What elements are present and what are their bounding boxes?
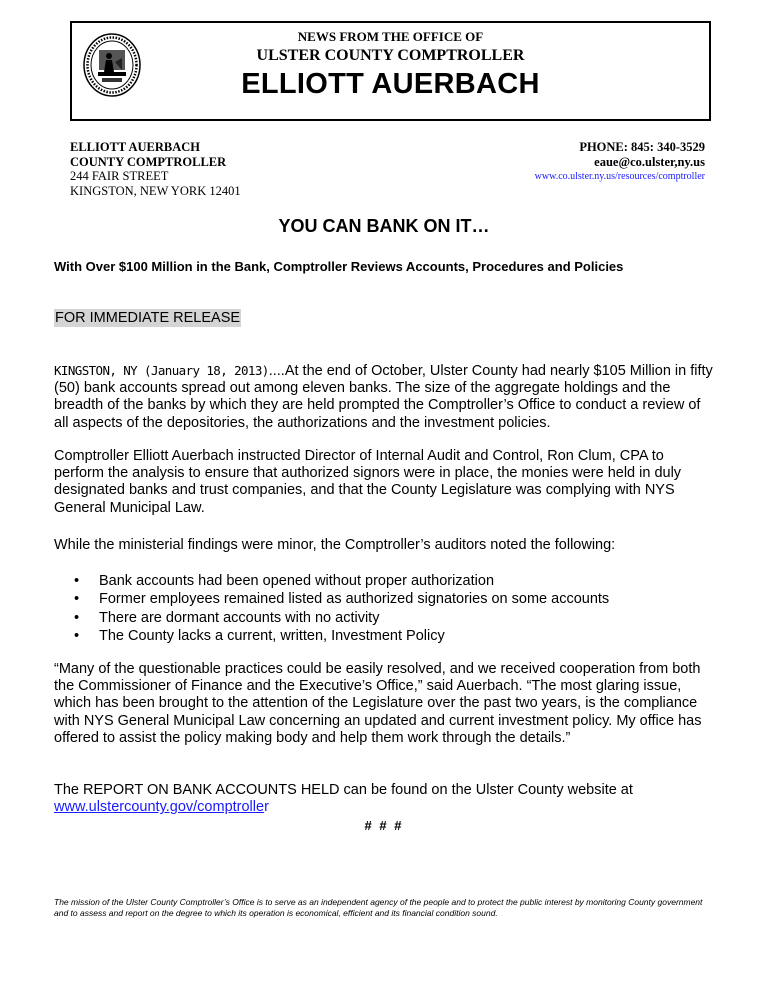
report-text: The REPORT ON BANK ACCOUNTS HELD can be found on the Ulster County website at	[54, 782, 633, 798]
contact-email[interactable]: eaue@co.ulster,ny.us	[594, 154, 705, 169]
mission-statement: The mission of the Ulster County Comptroller’s Office is to serve as an independent agency of the people and to protect the public interest by monitoring County government and to assess and report on the degree to which its operation is economical, efficient and its financial condition sound.	[54, 897, 703, 918]
contact-title: COUNTY COMPTROLLER	[70, 154, 227, 169]
contact-street: 244 FAIR STREET	[70, 169, 169, 183]
paragraph-quote: “Many of the questionable practices could be easily resolved, and we received cooperation from both the Commissioner of Finance and the Executive’s Office,” said Auerbach. “The most glaring issue, which has been brought to the attention of the Legislature over the past two years, is the compliance with NYS General Municipal Law concerning an updated and current investment policy. My office has offered to assist the policy making body and help them work through the details.”	[54, 661, 702, 746]
list-item: • There are dormant accounts with no activity	[74, 609, 380, 626]
header-comptroller-name: ELLIOTT AUERBACH	[241, 68, 540, 100]
dateline: KINGSTON, NY (January 18, 2013)	[54, 363, 269, 378]
bullet-icon: •	[74, 609, 80, 626]
contact-website-link[interactable]: www.co.ulster.ny.us/resources/comptroller	[534, 171, 705, 182]
contact-name: ELLIOTT AUERBACH	[70, 140, 201, 154]
press-headline: YOU CAN BANK ON IT…	[278, 216, 490, 236]
bullet-icon: •	[74, 573, 80, 589]
paragraph-findings-intro: While the ministerial findings were minor, the Comptroller’s auditors noted the following:	[54, 537, 616, 553]
list-item: • Bank accounts had been opened without proper authorization	[74, 573, 495, 589]
list-item: • The County lacks a current, written, Investment Policy	[74, 627, 445, 644]
report-website-link[interactable]: www.ulstercounty.gov/comptrolle	[54, 799, 265, 816]
paragraph-analysis: Comptroller Elliott Auerbach instructed Director of Internal Audit and Control, Ron Clum, CPA to perform the analysis to ensure that authorized signors were in place, the monies were held in duly designated banks and trust companies, and that the County Legislature was complying with NYS General Municipal Law.	[54, 448, 682, 516]
report-website-link-tail[interactable]: r	[264, 799, 269, 816]
paragraph-intro	[54, 362, 714, 432]
paragraph-report	[54, 782, 714, 816]
contact-city: KINGSTON, NEW YORK 12401	[70, 183, 241, 198]
header-box	[70, 21, 711, 121]
contact-block-right	[535, 140, 705, 185]
end-marks: # # #	[364, 818, 404, 833]
list-item: • Former employees remained listed as authorized signatories on some accounts	[74, 591, 610, 608]
bullet-icon: •	[74, 591, 80, 608]
header-office-line: NEWS FROM THE OFFICE OF	[297, 29, 484, 44]
press-subheadline: With Over $100 Million in the Bank, Comptroller Reviews Accounts, Procedures and Policies	[54, 259, 624, 274]
release-label: FOR IMMEDIATE RELEASE	[55, 310, 241, 326]
contact-phone: PHONE: 845: 340-3529	[579, 140, 705, 154]
findings-list	[54, 572, 714, 645]
header-office-name: ULSTER COUNTY COMPTROLLER	[256, 47, 525, 64]
contact-block-left	[70, 140, 241, 198]
bullet-icon: •	[74, 627, 80, 644]
paragraph-intro-text: ....At the end of October, Ulster County had nearly $105 Million in fifty (50) bank accounts spread out among eleven banks. The size of the aggregate holdings and the breadth of the banks by which they are held prompted the Comptroller’s Office to conduct a review of all aspects of the depositories, the authorizations and the investment policies.	[54, 363, 713, 431]
